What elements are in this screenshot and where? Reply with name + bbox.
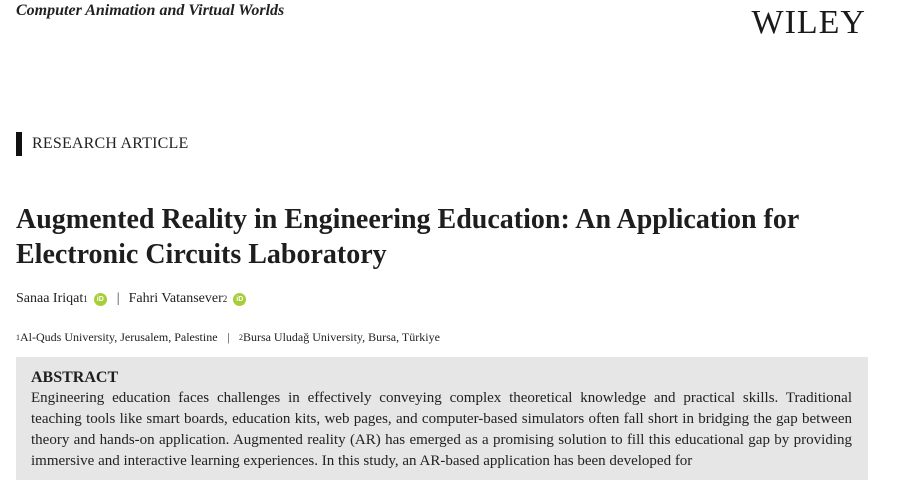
author-separator: | bbox=[116, 291, 120, 306]
orcid-icon[interactable]: iD bbox=[233, 293, 246, 306]
article-title: Augmented Reality in Engineering Education: An Application for Electronic Circuits Laboratory bbox=[16, 204, 799, 270]
affiliation-separator: | bbox=[227, 330, 230, 344]
affiliation-list: 1 Al-Quds University, Jerusalem, Palestine | 2 Bursa Uludağ University, Bursa, Türkiye bbox=[16, 330, 440, 344]
abstract-text: Engineering education faces challenges in effectively conveying complex theoretical knowledge and practical skills. Traditional teaching tools like smart boards, education kits, web pages, and computer-based simulators often fall short in bridging the gap between theory and hands-on application. Augmented reality (AR) has emerged as a promising solution to fill this educational gap by providing immersive and interactive learning experiences. In this study, an AR-based application has been developed for bbox=[31, 390, 852, 469]
article-type-label: RESEARCH ARTICLE bbox=[32, 135, 189, 152]
article-type bbox=[16, 133, 188, 155]
author-list: Sanaa Iriqat 1 iD | Fahri Vatansever 2 iD bbox=[16, 291, 246, 307]
author-name[interactable]: Sanaa Iriqat bbox=[16, 291, 84, 306]
publisher-logo[interactable]: WILEY bbox=[751, 4, 866, 41]
affiliation-text: Bursa Uludağ University, Bursa, Türkiye bbox=[242, 330, 440, 344]
journal-name[interactable]: Computer Animation and Virtual Worlds bbox=[16, 2, 285, 19]
abstract-section bbox=[16, 357, 868, 480]
author-name[interactable]: Fahri Vatansever bbox=[128, 291, 223, 306]
article-type-bar bbox=[16, 132, 22, 156]
abstract-heading: ABSTRACT bbox=[31, 369, 119, 386]
orcid-icon[interactable]: iD bbox=[94, 293, 107, 306]
affiliation-text: Al-Quds University, Jerusalem, Palestine bbox=[20, 330, 218, 344]
